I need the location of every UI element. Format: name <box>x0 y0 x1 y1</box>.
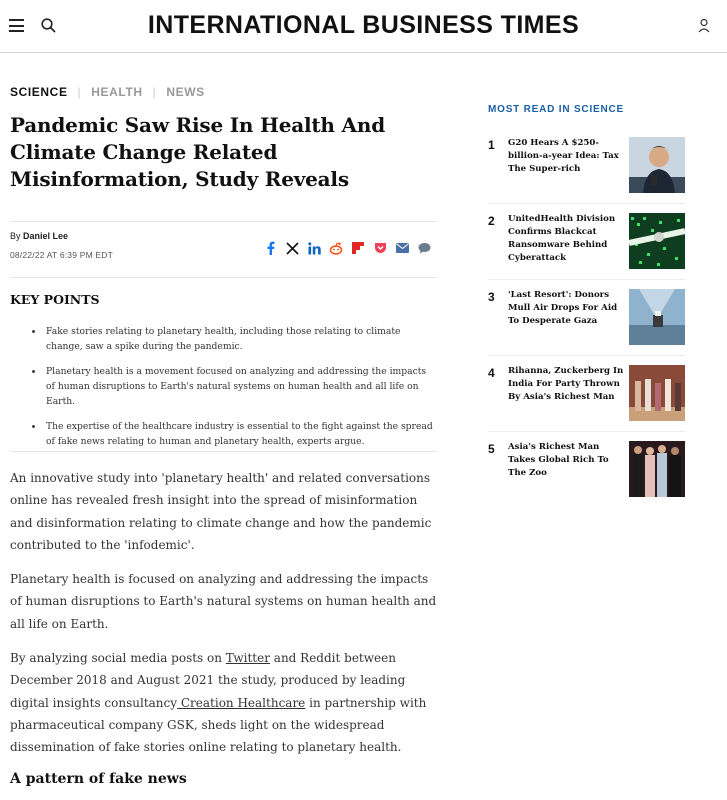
breadcrumb-separator: | <box>152 85 157 99</box>
divider <box>488 431 685 432</box>
linkedin-icon[interactable] <box>306 240 322 256</box>
headline-link[interactable]: 'Last Resort': Donors Mull Air Drops For Aid To Desperate Gaza <box>508 290 618 326</box>
breadcrumb-science[interactable]: SCIENCE <box>10 85 68 99</box>
most-read-item[interactable] <box>488 441 685 501</box>
key-point: The expertise of the healthcare industry is essential to the fight against the spread of fake news relating to human and planetary health, experts argue. <box>30 419 435 449</box>
rank-number: 5 <box>488 442 495 456</box>
most-read-item[interactable] <box>488 289 685 349</box>
breadcrumb <box>10 85 205 99</box>
reddit-icon[interactable] <box>328 240 344 256</box>
search-icon[interactable] <box>40 17 58 35</box>
rank-number: 3 <box>488 290 495 304</box>
comment-icon[interactable] <box>416 240 432 256</box>
menu-icon[interactable] <box>9 19 24 32</box>
text-run: By analyzing social media posts on <box>10 651 226 666</box>
thumbnail-image[interactable] <box>629 441 685 497</box>
email-icon[interactable] <box>394 240 410 256</box>
rank-number: 1 <box>488 138 495 152</box>
site-logo <box>0 11 727 40</box>
article-title: Pandemic Saw Rise In Health And Climate Change Related Misinformation, Study Reveals <box>10 113 385 191</box>
key-points-list <box>30 324 435 459</box>
headline-link[interactable]: Rihanna, Zuckerberg In India For Party Thrown By Asia's Richest Man <box>508 366 624 402</box>
share-bar <box>262 240 438 256</box>
key-point: Planetary health is a movement focused on analyzing and addressing the impacts of human disruptions to Earth's natural systems on human health and all life on Earth. <box>30 364 435 409</box>
headline-link[interactable]: Asia's Richest Man Takes Global Rich To The Zoo <box>508 442 609 478</box>
divider <box>488 203 685 204</box>
divider <box>488 279 685 280</box>
breadcrumb-news[interactable]: NEWS <box>166 85 205 99</box>
divider <box>10 451 437 452</box>
most-read-item[interactable] <box>488 365 685 425</box>
thumbnail-image[interactable] <box>629 137 685 193</box>
pocket-icon[interactable] <box>372 240 388 256</box>
key-points-heading: KEY POINTS <box>10 292 100 307</box>
paragraph <box>10 647 440 758</box>
flipboard-icon[interactable] <box>350 240 366 256</box>
headline-link[interactable]: UnitedHealth Division Confirms Blackcat Ransomware Behind Cyberattack <box>508 214 616 263</box>
breadcrumb-health[interactable]: HEALTH <box>91 85 143 99</box>
section-heading: A pattern of fake news <box>10 771 187 787</box>
thumbnail-image[interactable] <box>629 365 685 421</box>
paragraph: An innovative study into 'planetary health' and related conversations online has revealed fresh insight into the spread of misinformation and disinformation relating to climate change and how the pandemic contributed to the 'infodemic'. <box>10 471 432 552</box>
author-name[interactable]: Daniel Lee <box>23 231 69 241</box>
article-body <box>10 467 440 771</box>
user-icon[interactable] <box>696 17 712 35</box>
divider <box>10 277 437 278</box>
text-run: in partnership with pharmaceutical company GSK, sheds light on the widespread dissemination of fake stories online relating to planetary health. <box>10 695 427 755</box>
text-run: and Reddit between December 2018 and August 2021 the study, produced by leading digital insights consultancy <box>10 651 406 710</box>
divider <box>488 355 685 356</box>
creation-healthcare-link[interactable]: Creation Healthcare <box>177 695 306 710</box>
publish-date: 08/22/22 AT 6:39 PM EDT <box>10 250 114 260</box>
headline-link[interactable]: G20 Hears A $250-billion-a-year Idea: Tax The Super-rich <box>508 138 619 174</box>
key-point: Fake stories relating to planetary health, including those relating to climate change, saw a spike during the pandemic. <box>30 324 435 354</box>
thumbnail-image[interactable] <box>629 213 685 269</box>
rank-number: 2 <box>488 214 495 228</box>
most-read-heading: MOST READ IN SCIENCE <box>488 104 625 115</box>
thumbnail-image[interactable] <box>629 289 685 345</box>
byline <box>10 231 68 241</box>
facebook-icon[interactable] <box>262 240 278 256</box>
rank-number: 4 <box>488 366 495 380</box>
site-header <box>0 0 727 53</box>
most-read-item[interactable] <box>488 137 685 197</box>
divider <box>10 221 437 222</box>
site-logo-link[interactable]: INTERNATIONAL BUSINESS TIMES <box>147 11 580 39</box>
paragraph: Planetary health is focused on analyzing and addressing the impacts of human disruptions to Earth's natural systems on human health and all life on Earth. <box>10 572 437 631</box>
breadcrumb-separator: | <box>77 85 82 99</box>
byline-prefix: By <box>10 231 21 241</box>
twitter-link[interactable]: Twitter <box>225 651 270 666</box>
x-icon[interactable] <box>284 240 300 256</box>
most-read-item[interactable] <box>488 213 685 273</box>
